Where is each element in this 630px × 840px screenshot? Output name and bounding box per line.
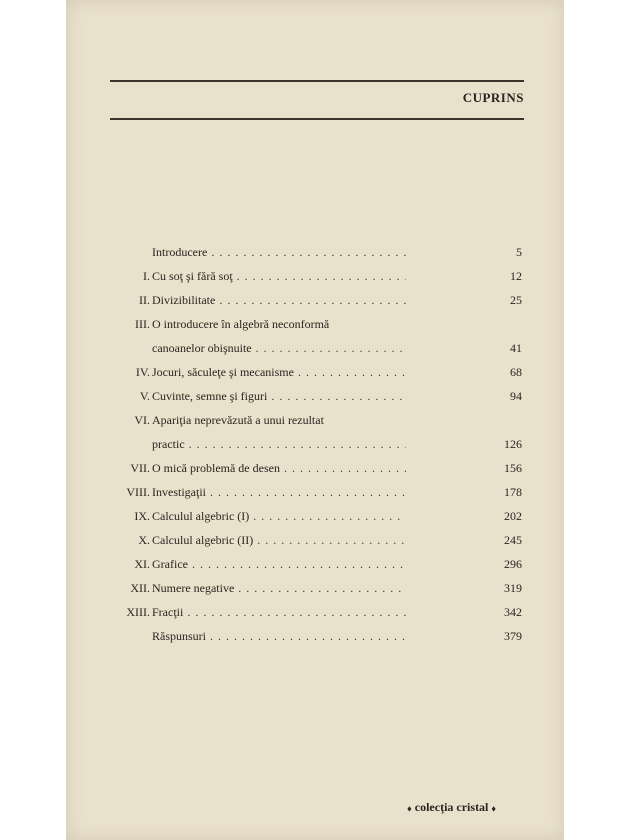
chapter-title: Introducere . . . xyxy=(152,240,406,264)
diamond-ornament-left: ♦ xyxy=(407,803,412,814)
chapter-number: VIII. xyxy=(126,485,150,499)
page-number: 41 xyxy=(510,341,522,355)
toc-entry xyxy=(66,528,564,552)
page-number: 342 xyxy=(504,605,522,619)
toc-entry xyxy=(66,288,564,312)
toc-entry xyxy=(66,480,564,504)
chapter-number: II. xyxy=(139,293,150,307)
page-number: 245 xyxy=(504,533,522,547)
chapter-title: Investigaţii . . . xyxy=(152,480,406,504)
toc-entry xyxy=(66,264,564,288)
chapter-title: Numere negative . . . xyxy=(152,576,406,600)
chapter-number: XIII. xyxy=(126,605,150,619)
bottom-rule xyxy=(110,118,524,120)
chapter-number: I. xyxy=(143,269,150,283)
toc-entry xyxy=(66,360,564,384)
top-rule xyxy=(110,80,524,82)
page-number: 12 xyxy=(510,269,522,283)
page-number: 319 xyxy=(504,581,522,595)
toc-entry xyxy=(66,456,564,480)
series-footer xyxy=(407,800,496,815)
page-number: 379 xyxy=(504,629,522,643)
series-name: colecţia cristal xyxy=(414,800,489,814)
chapter-title: Cu soţ şi fără soţ . . . xyxy=(152,264,406,288)
toc-entry xyxy=(66,408,564,456)
chapter-number: V. xyxy=(139,389,150,403)
chapter-number: XII. xyxy=(130,581,150,595)
chapter-title: Jocuri, săculeţe şi mecanisme . . . xyxy=(152,360,406,384)
chapter-title: O introducere în algebră neconformă canoanelor obişnuite . . . xyxy=(152,312,452,360)
page-number: 296 xyxy=(504,557,522,571)
chapter-number: IX. xyxy=(134,509,150,523)
chapter-title: Divizibilitate . . . xyxy=(152,288,406,312)
table-of-contents xyxy=(66,240,564,648)
chapter-number: III. xyxy=(135,317,150,331)
diamond-ornament-right: ♦ xyxy=(491,803,496,814)
page-number: 25 xyxy=(510,293,522,307)
toc-entry xyxy=(66,384,564,408)
chapter-number: IV. xyxy=(135,365,150,379)
toc-entry xyxy=(66,240,564,264)
page-number: 5 xyxy=(516,245,522,259)
toc-entry xyxy=(66,552,564,576)
page-number: 126 xyxy=(504,437,522,451)
page-number: 202 xyxy=(504,509,522,523)
page-number: 94 xyxy=(510,389,522,403)
book-page xyxy=(66,0,564,840)
page-number: 178 xyxy=(504,485,522,499)
chapter-number: VI. xyxy=(134,413,150,427)
page-number: 156 xyxy=(504,461,522,475)
chapter-title: Apariţia neprevăzută a unui rezultat practic . . . xyxy=(152,408,452,456)
chapter-title: Cuvinte, semne şi figuri . . . xyxy=(152,384,406,408)
chapter-title: Calculul algebric (I) . . . xyxy=(152,504,406,528)
chapter-number: X. xyxy=(138,533,150,547)
toc-entry xyxy=(66,504,564,528)
chapter-title: Răspunsuri . . . xyxy=(152,624,406,648)
toc-entry xyxy=(66,576,564,600)
chapter-title: O mică problemă de desen . . . xyxy=(152,456,406,480)
contents-heading: CUPRINS xyxy=(462,90,524,105)
toc-entry xyxy=(66,312,564,360)
toc-entry xyxy=(66,624,564,648)
chapter-number: XI. xyxy=(134,557,150,571)
chapter-number: VII. xyxy=(130,461,150,475)
chapter-title: Calculul algebric (II) . . . xyxy=(152,528,406,552)
page-number: 68 xyxy=(510,365,522,379)
chapter-title: Grafice . . . xyxy=(152,552,406,576)
toc-entry xyxy=(66,600,564,624)
chapter-title: Fracţii . . . xyxy=(152,600,406,624)
